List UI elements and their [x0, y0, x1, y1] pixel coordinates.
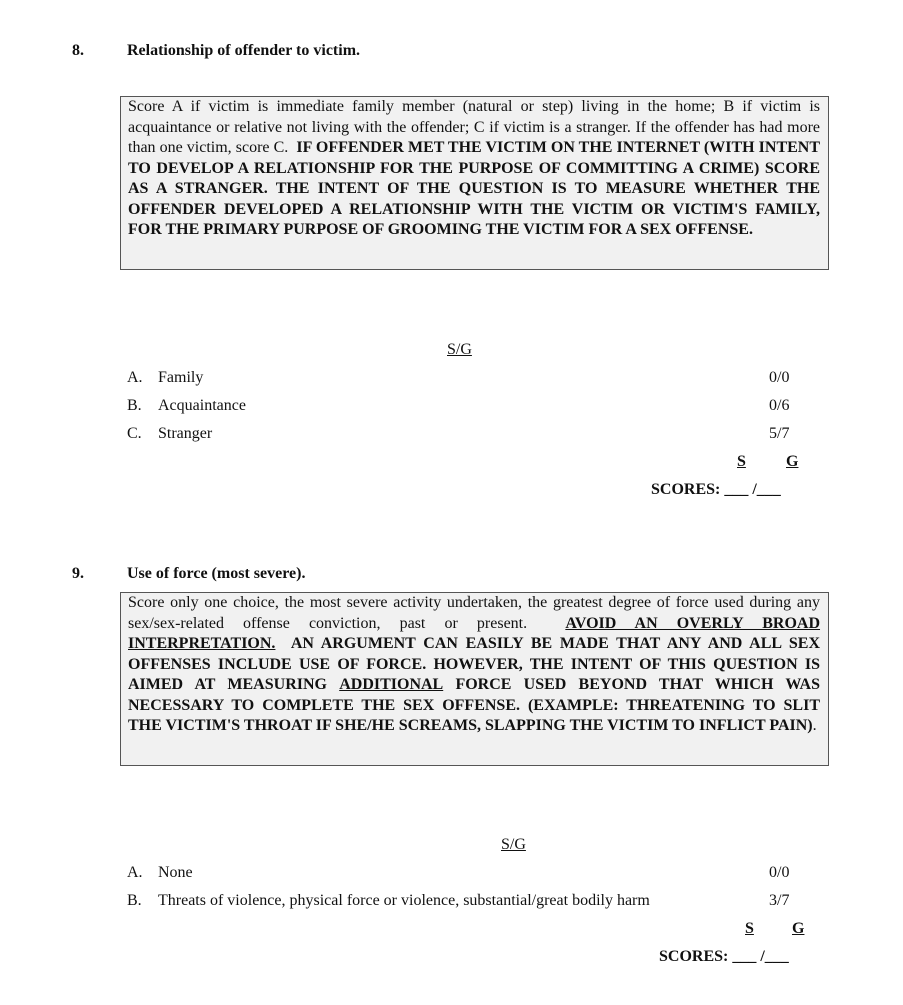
question-8-instructions-box: [120, 96, 829, 270]
q8-option-a-label: Family: [158, 369, 204, 386]
q8-instructions-text: Score A if victim is immediate family member (natural or step) living in the home; B if victim is acquaintance or relative not living with the offender; C if victim is a stranger. If the offender has had more than one victim, score C.: [128, 98, 820, 156]
q9-instructions-emphasis: AVOID AN OVERLY BROAD INTERPRETATION.: [128, 614, 821, 652]
question-9-number: 9.: [72, 565, 84, 582]
q9-scores-line[interactable]: SCORES: ___ /___: [659, 948, 789, 965]
q9-option-a-value: 0/0: [769, 864, 790, 881]
q9-instructions-bold-text: AN ARGUMENT CAN EASILY BE MADE THAT ANY AND ALL SEX OFFENSES INCLUDE USE OF FORCE. HOWEVER, THE INTENT OF THIS QUESTION IS AIMED AT MEASURING: [128, 635, 820, 693]
q8-instructions-bold-text: IF OFFENDER MET THE VICTIM ON THE INTERNET (WITH INTENT TO DEVELOP A RELATIONSHIP FOR THE PURPOSE OF COMMITTING A CRIME) SCORE AS A STRANGER. THE INTENT OF THE QUESTION IS TO MEASURE WHETHER THE OFFENDER DEVELOPED A RELATIONSHIP WITH THE VICTIM OR VICTIM'S FAMILY, FOR THE PRIMARY PURPOSE OF GROOMING THE VICTIM FOR A SEX OFFENSE.: [128, 139, 821, 238]
q9-option-a: [127, 864, 193, 882]
q8-option-b: [127, 397, 246, 415]
q9-s-label: S: [745, 920, 754, 937]
q9-instructions-additional: ADDITIONAL: [339, 676, 444, 693]
q9-option-a-label: None: [158, 864, 193, 881]
q9-instructions-period: .: [812, 717, 817, 734]
question-9-instructions-box: [120, 592, 829, 766]
q9-option-b-label: Threats of violence, physical force or violence, substantial/great bodily harm: [158, 892, 650, 909]
q9-g-label: G: [792, 920, 805, 937]
q8-option-b-value: 0/6: [769, 397, 790, 414]
q9-instructions-bold-text-2: FORCE USED BEYOND THAT WHICH WAS NECESSARY TO COMPLETE THE SEX OFFENSE. (EXAMPLE: THREATENING TO SLIT THE VICTIM'S THROAT IF SHE/HE SCREAMS, SLAPPING THE VICTIM TO INFLICT PAIN): [128, 676, 821, 734]
q8-sg-header: S/G: [447, 341, 472, 358]
q9-option-a-letter: A.: [127, 864, 143, 881]
q8-option-c-letter: C.: [127, 425, 142, 442]
q8-option-c: [127, 425, 212, 443]
q8-option-c-label: Stranger: [158, 425, 213, 442]
question-8-title: Relationship of offender to victim.: [127, 42, 361, 59]
q8-option-a-letter: A.: [127, 369, 143, 386]
question-8-number: 8.: [72, 42, 84, 59]
q8-s-label: S: [737, 453, 746, 470]
q8-option-c-value: 5/7: [769, 425, 790, 442]
q9-option-b-letter: B.: [127, 892, 142, 909]
q8-scores-line[interactable]: SCORES: ___ /___: [651, 481, 781, 498]
q8-option-b-label: Acquaintance: [158, 397, 246, 414]
q9-option-b: [127, 892, 650, 910]
q8-option-a-value: 0/0: [769, 369, 790, 386]
q8-option-a: [127, 369, 203, 387]
q8-g-label: G: [786, 453, 799, 470]
q8-option-b-letter: B.: [127, 397, 142, 414]
q9-instructions-text: Score only one choice, the most severe activity undertaken, the greatest degree of force used during any sex/sex-related offense conviction, past or present.: [128, 594, 820, 632]
q9-sg-header: S/G: [501, 836, 526, 853]
question-9-title: Use of force (most severe).: [127, 565, 306, 582]
q9-option-b-value: 3/7: [769, 892, 790, 909]
